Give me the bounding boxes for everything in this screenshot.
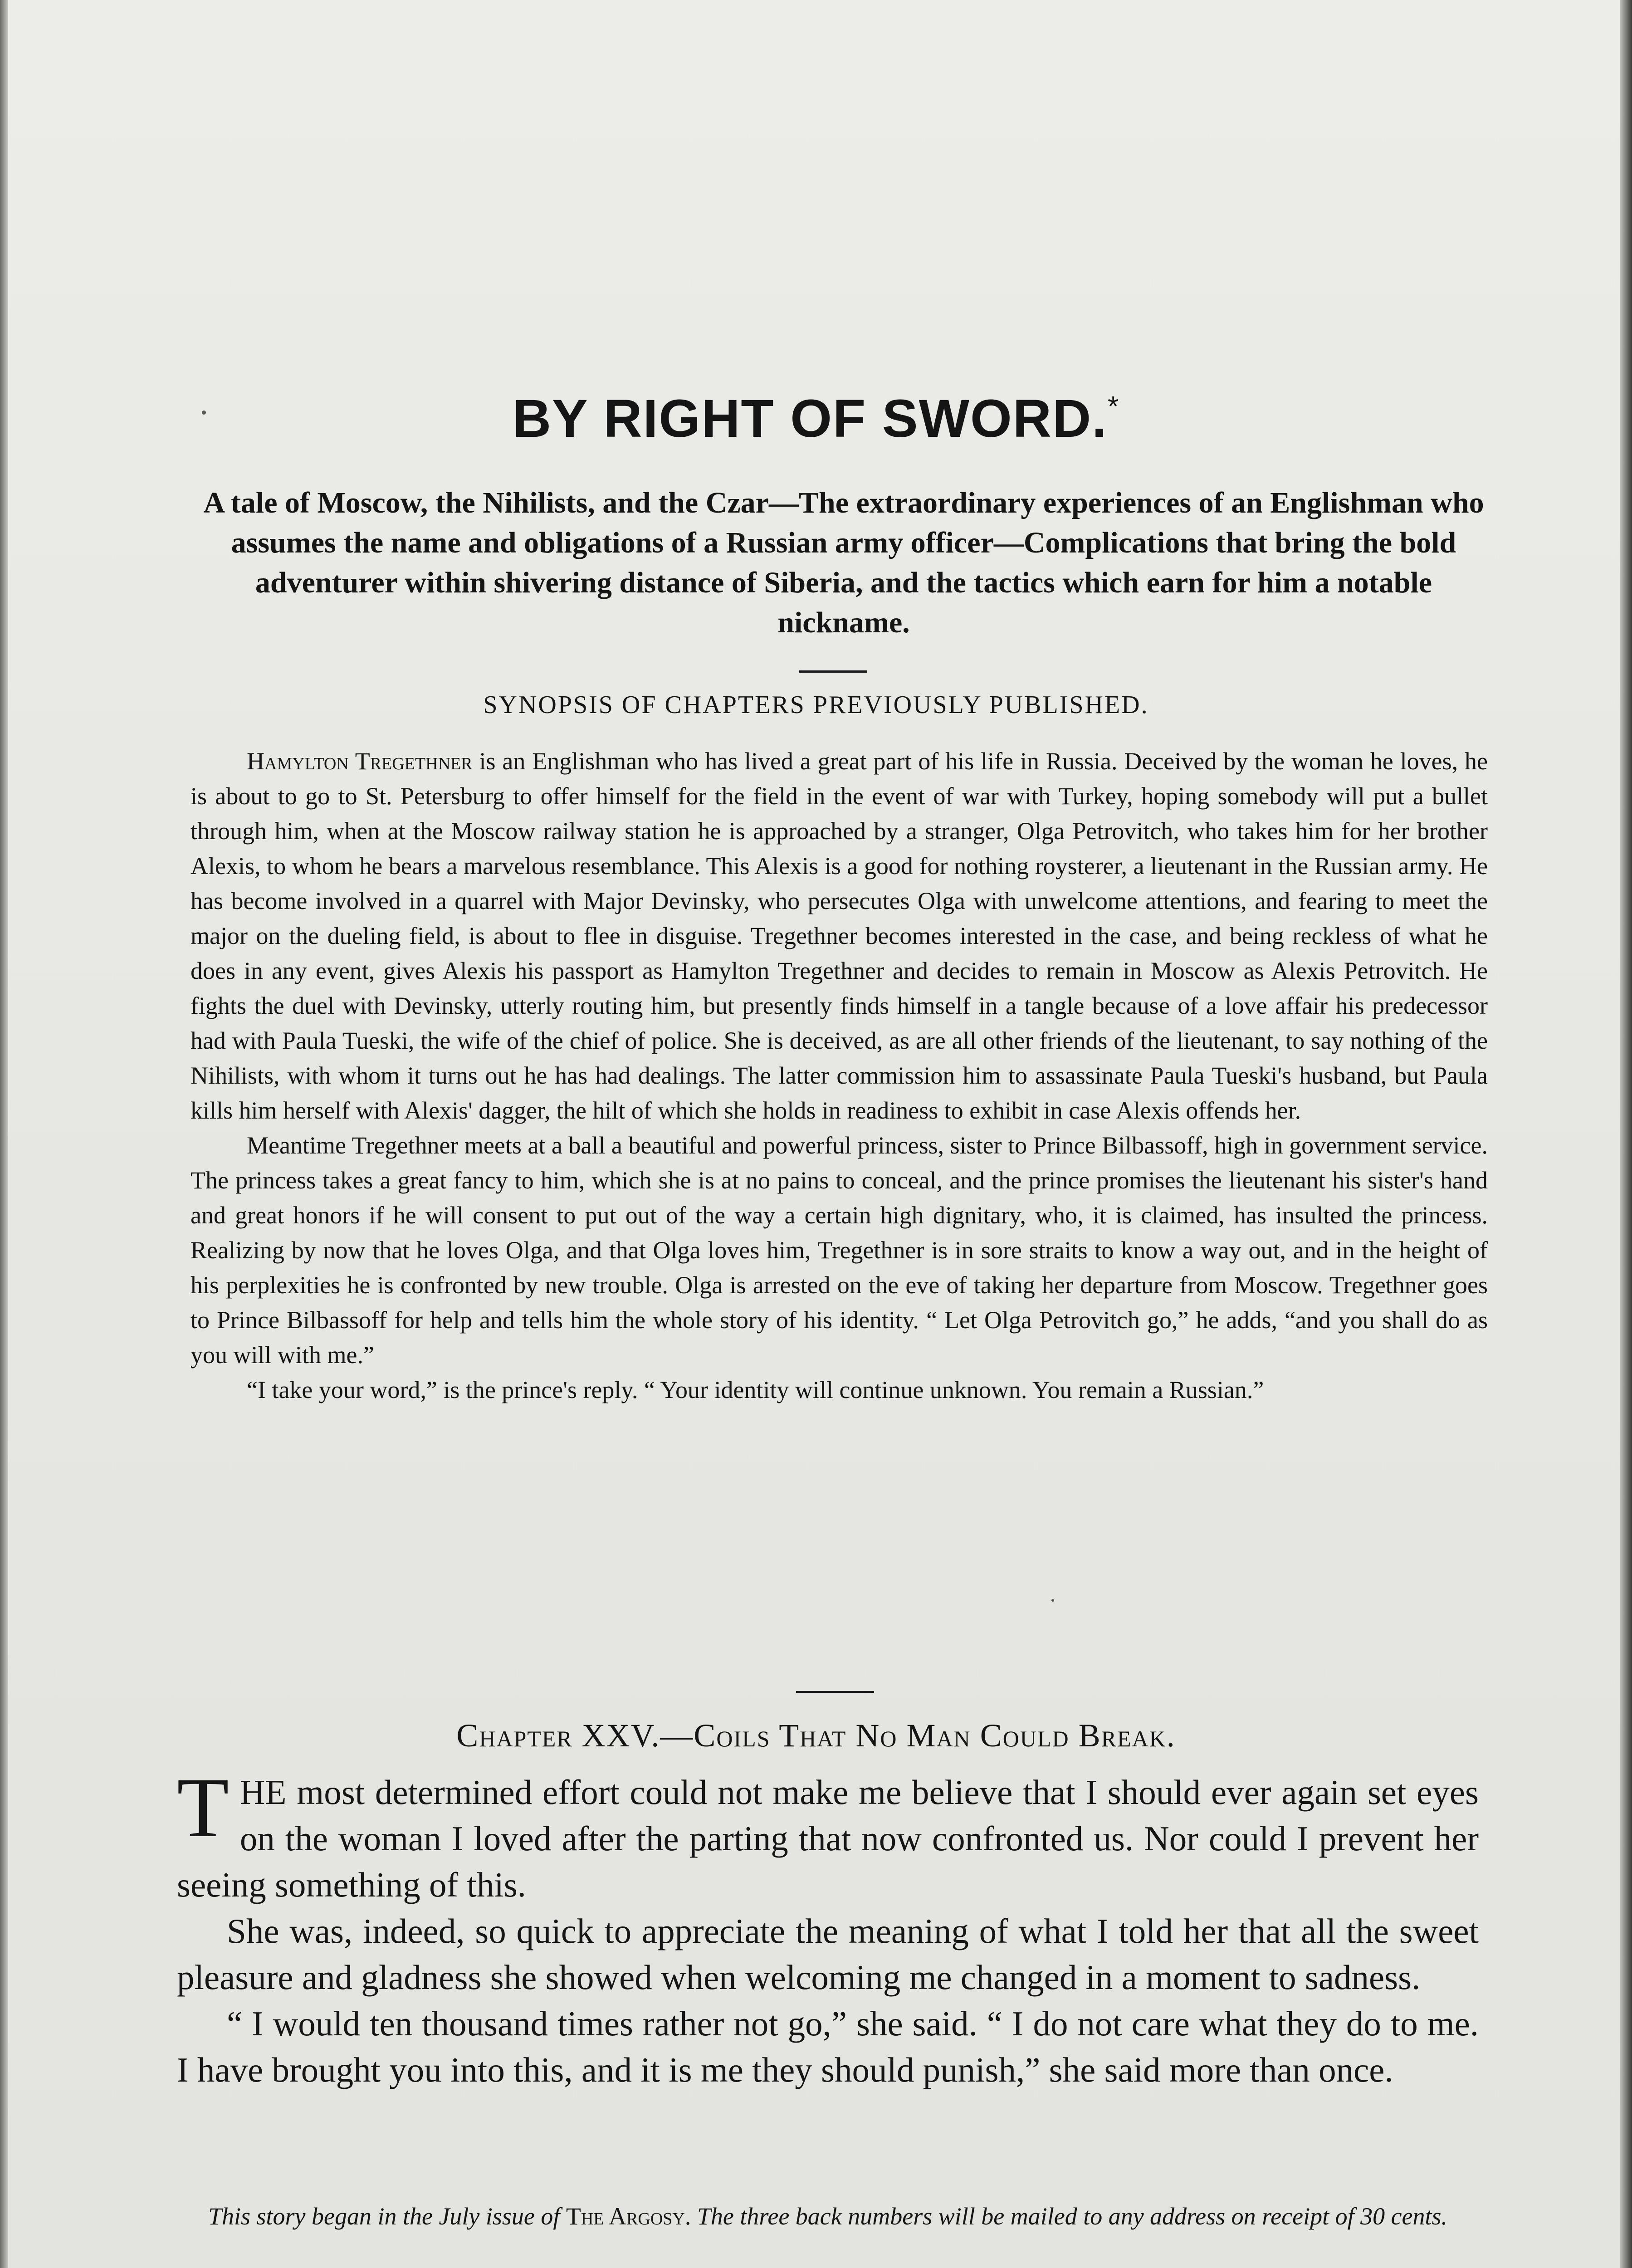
magazine-name: The Argosy.	[566, 2203, 691, 2230]
story-title	[0, 388, 1632, 450]
divider-rule	[796, 1691, 874, 1693]
chapter-paragraph	[177, 1760, 1479, 1908]
page-right-edge	[1620, 0, 1632, 2268]
divider-rule	[799, 670, 867, 673]
chapter-paragraph: She was, indeed, so quick to appreciate the meaning of what I told her that all the sweet pleasure and gladness she showed when welcoming me changed in a moment to sadness.	[177, 1911, 1479, 1997]
synopsis-paragraph: Meantime Tregethner meets at a ball a beautiful and powerful princess, sister to Prince Bilbassoff, high in government service. The princess takes a great fancy to him, which she is at no pains to conceal, and the prince promises the lieutenant his sister's hand and great honors if he will consent to put out of the way a certain high dignitary, who, it is claimed, has insulted the princess. Realizing by now that he loves Olga, and that Olga loves him, Tregethner is in sore straits to know a way out, and in the height of his perplexities he is confronted by new trouble. Olga is arrested on the eve of taking her departure from Moscow. Tregethner goes to Prince Bilbassoff for help and tells him the whole story of his identity. “ Let Olga Petrovitch go,” he adds, “and you shall do as you will with me.”	[191, 1132, 1488, 1369]
print-speck	[1051, 1599, 1054, 1602]
synopsis-heading: SYNOPSIS OF CHAPTERS PREVIOUSLY PUBLISHED.	[483, 691, 1149, 719]
chapter-heading: Chapter XXV.—Coils That No Man Could Break.	[456, 1717, 1176, 1754]
story-title-text: BY RIGHT OF SWORD.	[512, 389, 1108, 449]
drop-cap: T	[177, 1760, 229, 1855]
synopsis-paragraph	[191, 744, 1488, 1128]
synopsis-paragraph-text: is an Englishman who has lived a great part of his life in Russia. Deceived by the woman he loves, he is about to go to St. Petersburg to offer himself for the field in the event of war with Turkey, hoping somebody will put a bullet through him, when at the Moscow railway station he is approached by a stranger, Olga Petrovitch, who takes him for her brother Alexis, to whom he bears a marvelous resemblance. This Alexis is a good for nothing roysterer, a lieutenant in the Russian army. He has become involved in a quarrel with Major Devinsky, who persecutes Olga with unwelcome attentions, and fearing to meet the major on the dueling field, is about to flee in disguise. Tregethner becomes interested in the case, and being reckless of what he does in any event, gives Alexis his passport as Hamylton Tregethner and decides to remain in Moscow as Alexis Petrovitch. He fights the duel with Devinsky, utterly routing him, but presently finds himself in a tangle because of a love affair his predecessor had with Paula Tueski, the wife of the chief of police. She is deceived, as are all other friends of the lieutenant, to say nothing of the Nihilists, with whom it turns out he has had dealings. The latter commission him to assassinate Paula Tueski's husband, but Paula kills him herself with Alexis' dagger, the hilt of which she holds in readiness to exhibit in case Alexis offends her.	[191, 748, 1488, 1124]
chapter-paragraph: “ I would ten thousand times rather not go,” she said. “ I do not care what they do to me. I have brought you into this, and it is me they should punish,” she said more than once.	[177, 2004, 1479, 2089]
serial-note	[177, 2200, 1479, 2233]
chapter-body	[177, 1760, 1479, 2093]
chapter-paragraph-text: HE most determined effort could not make me believe that I should ever again set eyes on the woman I loved after the parting that now confronted us. Nor could I prevent her seeing something of this.	[177, 1773, 1479, 1904]
serial-note-text: This story began in the July issue of	[208, 2203, 566, 2230]
serial-note-text: The three back numbers will be mailed to any address on receipt of 30 cents.	[691, 2203, 1448, 2230]
synopsis-name: Hamylton Tregethner	[247, 748, 473, 775]
synopsis-body	[191, 744, 1488, 1408]
page-left-edge	[0, 0, 8, 2268]
story-subtitle: A tale of Moscow, the Nihilists, and the Czar—The extraordinary experiences of an Englishman who assumes the name and obligations of a Russian army officer—Complications that bring the bold adventurer within shivering distance of Siberia, and the tactics which earn for him a notable nickname.	[203, 486, 1484, 639]
synopsis-paragraph: “I take your word,” is the prince's reply. “ Your identity will continue unknown. You remain a Russian.”	[247, 1376, 1264, 1403]
title-footnote-mark: *	[1108, 391, 1120, 422]
